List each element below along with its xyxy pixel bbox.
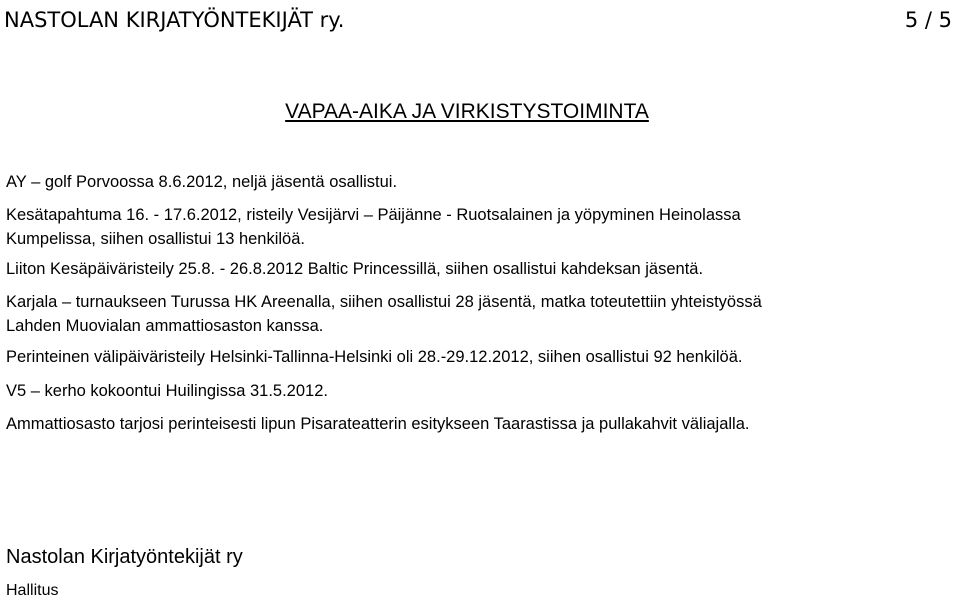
paragraph-karjala-line2: Lahden Muovialan ammattiosaston kanssa. bbox=[6, 317, 324, 335]
paragraph-union-cruise: Liiton Kesäpäiväristeily 25.8. - 26.8.2012 Baltic Princessillä, siihen osallistui kahdeksan jäsentä. bbox=[6, 260, 704, 278]
footer-board: Hallitus bbox=[6, 582, 59, 599]
organization-title: NASTOLAN KIRJATYÖNTEKIJÄT ry. bbox=[4, 8, 345, 32]
paragraph-golf: AY – golf Porvoossa 8.6.2012, neljä jäsentä osallistui. bbox=[6, 173, 398, 191]
page-header bbox=[4, 3, 956, 37]
paragraph-summer-event-line1: Kesätapahtuma 16. - 17.6.2012, risteily Vesijärvi – Päijänne - Ruotsalainen ja yöpyminen Heinolassa bbox=[6, 206, 741, 224]
paragraph-summer-event-line2: Kumpelissa, siihen osallistui 13 henkilöä. bbox=[6, 230, 305, 248]
section-heading: VAPAA-AIKA JA VIRKISTYSTOIMINTA bbox=[285, 100, 649, 123]
paragraph-v5-club: V5 – kerho kokoontui Huilingissa 31.5.2012. bbox=[6, 382, 328, 400]
page-number: 5 / 5 bbox=[904, 8, 952, 32]
footer-organization-name: Nastolan Kirjatyöntekijät ry bbox=[6, 546, 243, 568]
paragraph-theatre: Ammattiosasto tarjosi perinteisesti lipun Pisarateatterin esitykseen Taarastissa ja pullakahvit väliajalla. bbox=[6, 415, 750, 433]
paragraph-karjala-line1: Karjala – turnaukseen Turussa HK Areenalla, siihen osallistui 28 jäsentä, matka toteutettiin yhteistyössä bbox=[6, 293, 762, 311]
paragraph-winter-cruise: Perinteinen välipäiväristeily Helsinki-Tallinna-Helsinki oli 28.-29.12.2012, siihen osallistui 92 henkilöä. bbox=[6, 348, 743, 366]
